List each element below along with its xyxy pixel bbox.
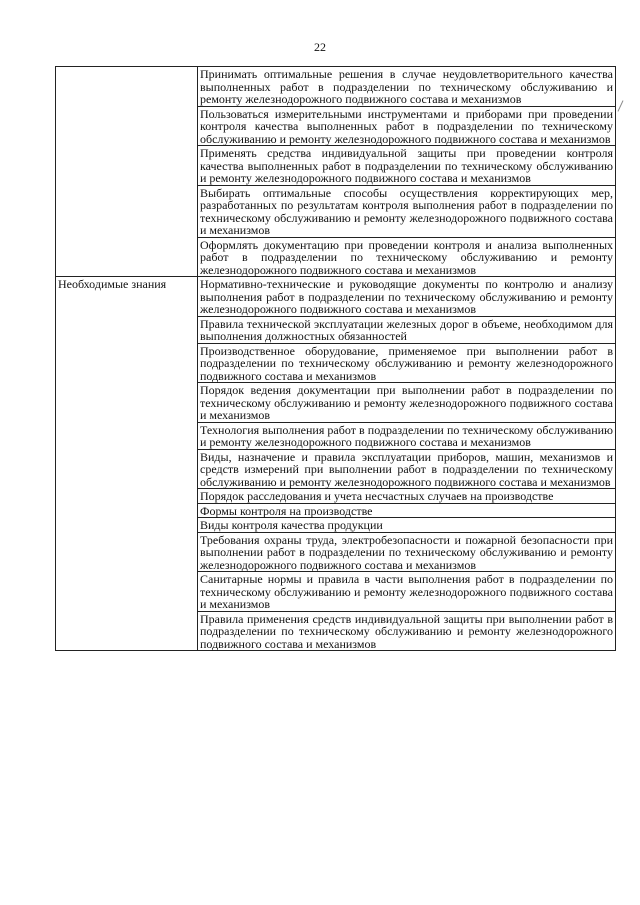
page-number: 22 (314, 40, 326, 54)
knowledge-item: Технология выполнения работ в подразделении по техническому обслуживанию и ремонту железнодорожного подвижного состава и механизмов (198, 422, 616, 449)
knowledge-item: Санитарные нормы и правила в части выполнения работ в подразделении по техническому обслуживанию и ремонту железнодорожного подвижного состава и механизмов (198, 572, 616, 612)
knowledge-item: Порядок расследования и учета несчастных случаев на производстве (198, 489, 616, 504)
stray-mark (618, 100, 624, 111)
knowledge-item: Виды контроля качества продукции (198, 518, 616, 533)
knowledge-item: Формы контроля на производстве (198, 503, 616, 518)
skill-item: Оформлять документацию при проведении контроля и анализа выполненных работ в подразделении по техническому обслуживанию и ремонту железнодорожного подвижного состава и механизмов (198, 237, 616, 277)
skill-item: Применять средства индивидуальной защиты при проведении контроля качества выполненных работ в подразделении по техническому обслуживанию и ремонту железнодорожного подвижного состава и механизмов (198, 146, 616, 186)
knowledge-item: Виды, назначение и правила эксплуатации приборов, машин, механизмов и средств измерений при выполнении работ в подразделении по техническому обслуживанию и ремонту железнодорожного подвижного состава и механизмов (198, 449, 616, 489)
table-row (56, 277, 616, 317)
skill-item: Пользоваться измерительными инструментами и приборами при проведении контроля качества выполненных работ в подразделении по техническому обслуживанию и ремонту железнодорожного подвижного состава и механизмов (198, 106, 616, 146)
requirements-table (55, 66, 616, 651)
table-row (56, 67, 616, 107)
knowledge-item: Производственное оборудование, применяемое при выполнении работ в подразделении по техническому обслуживанию и ремонту железнодорожного подвижного состава и механизмов (198, 343, 616, 383)
skill-item: Выбирать оптимальные способы осуществления корректирующих мер, разработанных по результатам контроля выполнения работ в подразделении по техническому обслуживанию и ремонту железнодорожного подвижного состава и механизмов (198, 185, 616, 237)
knowledge-item: Правила применения средств индивидуальной защиты при выполнении работ в подразделении по техническому обслуживанию и ремонту железнодорожного подвижного состава и механизмов (198, 611, 616, 651)
knowledge-item: Правила технической эксплуатации железных дорог в объеме, необходимом для выполнения должностных обязанностей (198, 316, 616, 343)
knowledge-item: Нормативно-технические и руководящие документы по контролю и анализу выполнения работ в подразделении по техническому обслуживанию и ремонту железнодорожного подвижного состава и механизмов (198, 277, 616, 317)
skills-label-cell (56, 67, 198, 277)
skill-item: Принимать оптимальные решения в случае неудовлетворительного качества выполненных работ в подразделении по техническому обслуживанию и ремонту железнодорожного подвижного состава и механизмов (198, 67, 616, 107)
knowledge-label: Необходимые знания (56, 277, 198, 651)
knowledge-item: Требования охраны труда, электробезопасности и пожарной безопасности при выполнении работ в подразделении по техническому обслуживанию и ремонту железнодорожного подвижного состава и механизмов (198, 532, 616, 572)
knowledge-item: Порядок ведения документации при выполнении работ в подразделении по техническому обслуживанию и ремонту железнодорожного подвижного состава и механизмов (198, 383, 616, 423)
